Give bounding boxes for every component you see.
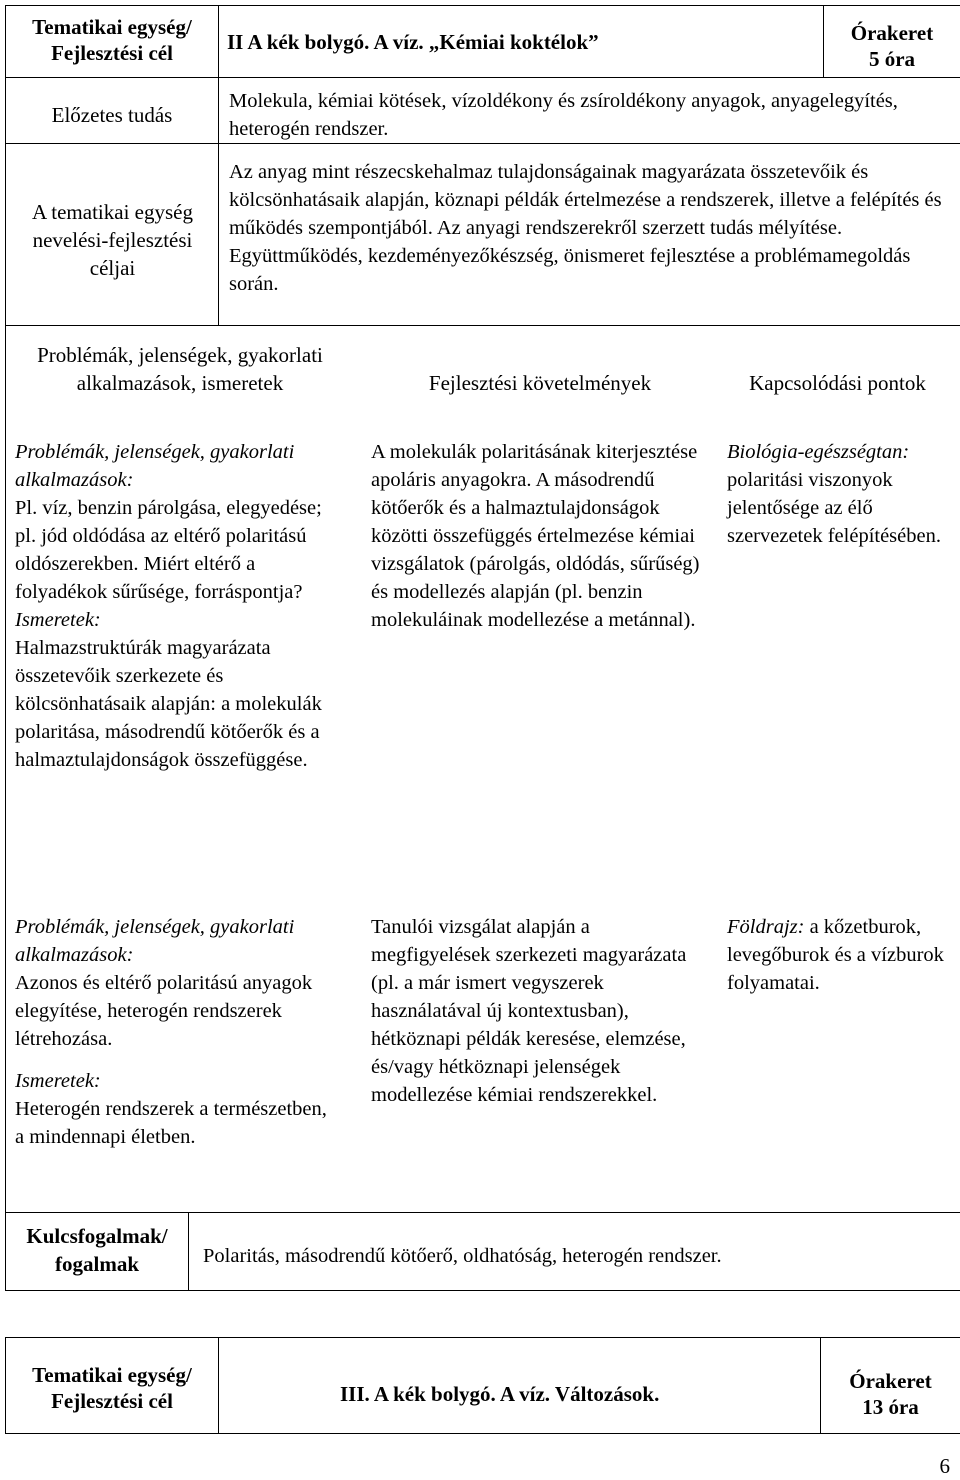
col-header-problems: Problémák, jelenségek, gyakorlati alkalmazások, ismeretek	[37, 343, 323, 395]
row1-problems	[15, 438, 335, 774]
goals-text	[229, 158, 949, 298]
row1-problems-text: Pl. víz, benzin párolgása, elegyedése; pl. jód oldódása az eltérő polaritású oldószerekben. Miért eltérő a folyadékok sűrűsége, forráspontja?	[15, 497, 322, 603]
row1-connections	[727, 438, 955, 550]
row2-connections-label: Földrajz:	[727, 916, 805, 938]
hours-value: 5 óra	[868, 47, 916, 71]
row2-knowledge-label: Ismeretek:	[15, 1070, 101, 1092]
col-header-connections: Kapcsolódási pontok	[749, 371, 926, 395]
row2-connections	[727, 913, 955, 997]
row-divider	[5, 325, 960, 326]
table2-border-top	[5, 1337, 960, 1338]
row1-requirements: A molekulák polaritásának kiterjesztése apoláris anyagokra. A másodrendű kötőerők és a halmaztulajdonságok közötti összefüggés értelmezése kémiai vizsgálatok (párolgás, oldódás, sűrűség) és modellezés alapján (pl. benzin molekuláinak modellezése a metánnal).	[371, 441, 700, 631]
row2-problems	[15, 913, 335, 1151]
page-number: 6	[939, 1454, 950, 1478]
keywords-label: Kulcsfogalmak/ fogalmak	[26, 1224, 168, 1276]
row-divider	[5, 77, 960, 78]
row1-problems-label: Problémák, jelenségek, gyakorlati alkalmazások:	[15, 441, 295, 491]
table-border-top	[5, 5, 960, 6]
row1-connections-label: Biológia-egészségtan:	[727, 441, 910, 463]
row1-connections-text: polaritási viszonyok jelentősége az élő szervezetek felépítésében.	[727, 469, 941, 547]
goals-text-2: Együttműködés, kezdeményezőkészség, önismeret fejlesztése a problémamegoldás során.	[229, 245, 911, 295]
col-divider	[218, 5, 219, 326]
next-hours-block	[821, 1368, 960, 1420]
row2-requirements: Tanulói vizsgálat alapján a megfigyelések szerkezeti magyarázata (pl. a már ismert vegyszerek használatával új kontextusban), hétköznapi példák keresése, elemzése, és/vagy hétköznapi jelenségek modellezése kémiai rendszerekkel.	[371, 916, 687, 1106]
next-unit-title: III. A kék bolygó. A víz. Változások.	[340, 1382, 660, 1406]
row2-problems-text: Azonos és eltérő polaritású anyagok elegyítése, heterogén rendszerek létrehozása.	[15, 972, 313, 1050]
keywords-text: Polaritás, másodrendű kötőerő, oldhatóság, heterogén rendszer.	[203, 1245, 722, 1267]
prior-knowledge-text: Molekula, kémiai kötések, vízoldékony és zsíroldékony anyagok, anyagelegyítés, heterogén rendszer.	[229, 90, 898, 140]
table-border-bottom	[5, 1290, 960, 1291]
next-hours-label: Órakeret	[849, 1369, 932, 1393]
col-divider	[188, 1212, 189, 1291]
goals-label: A tematikai egység nevelési-fejlesztési céljai	[32, 200, 193, 280]
col-header-requirements: Fejlesztési követelmények	[428, 371, 652, 395]
row1-knowledge-text: Halmazstruktúrák magyarázata összetevőik szerkezete és kölcsönhatásaik alapján: a molekulák polaritása, másodrendű kötőerők és a halmaztulajdonságok összefüggése.	[15, 637, 322, 771]
hours-label: Órakeret	[850, 21, 934, 45]
row2-connections-text: a kőzetburok, levegőburok és a vízburok folyamatai.	[727, 916, 944, 994]
prior-knowledge-label: Előzetes tudás	[51, 103, 173, 127]
next-hours-value: 13 óra	[862, 1395, 919, 1419]
table2-col-divider	[218, 1337, 219, 1434]
goals-text-1: Az anyag mint részecskehalmaz tulajdonságainak magyarázata összetevőik és kölcsönhatásaik alapján, köznapi példák értelmezése a rendszerek, illetve a felépítés és működés szempontjából. Az anyagi rendszerekről szerzett tudás mélyítése.	[229, 161, 942, 239]
row2-problems-label: Problémák, jelenségek, gyakorlati alkalmazások:	[15, 916, 295, 966]
hours-block	[824, 20, 960, 72]
table-border-left	[5, 5, 6, 1291]
row-divider	[5, 1212, 960, 1213]
row1-knowledge-label: Ismeretek:	[15, 609, 101, 631]
unit-title: II A kék bolygó. A víz. „Kémiai koktélok”	[227, 30, 599, 54]
next-unit-label: Tematikai egység/ Fejlesztési cél	[32, 1363, 192, 1413]
row-divider	[5, 143, 960, 144]
row2-knowledge-text: Heterogén rendszerek a természetben, a mindennapi életben.	[15, 1098, 327, 1148]
table2-border-bottom	[5, 1433, 960, 1434]
unit-label: Tematikai egység/ Fejlesztési cél	[32, 15, 192, 65]
